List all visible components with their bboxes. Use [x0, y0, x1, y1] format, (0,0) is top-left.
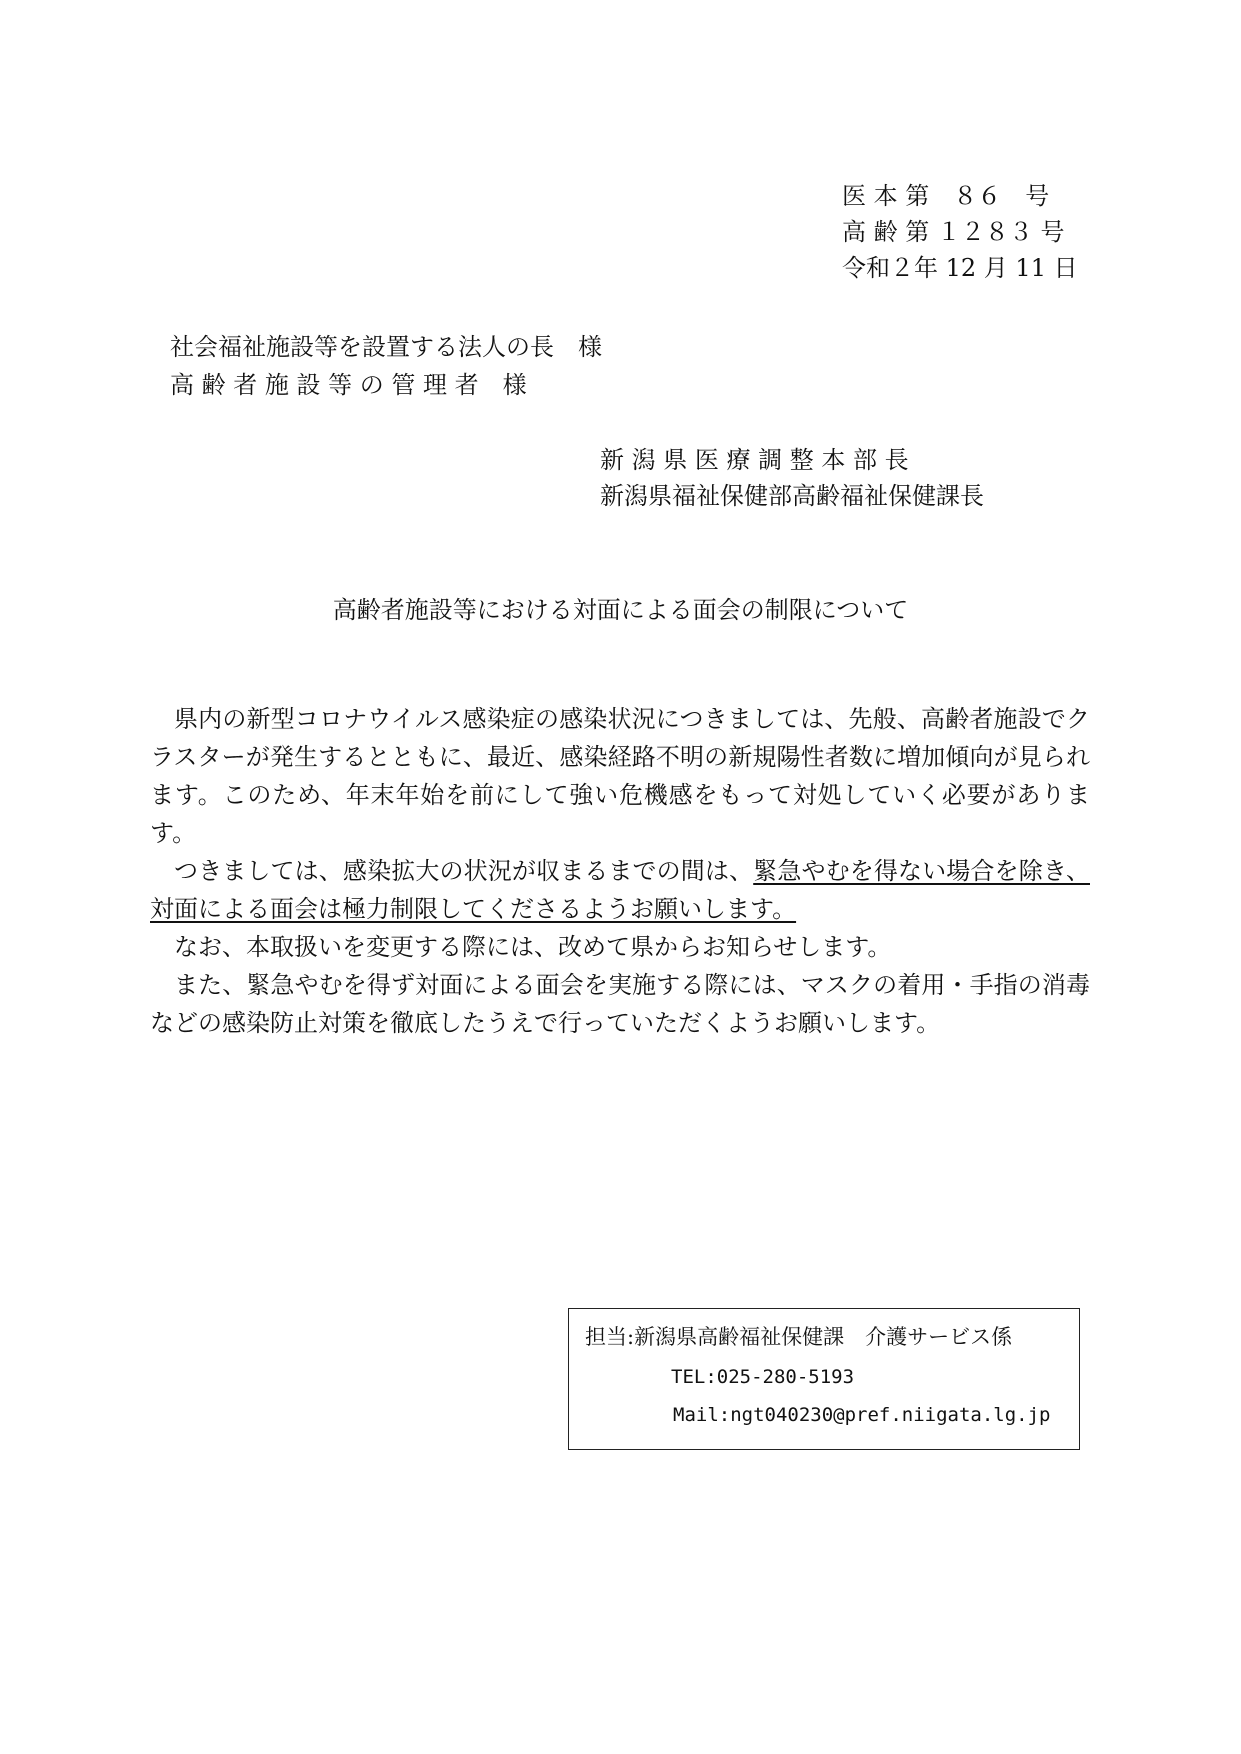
document-number-korei: 高 齢 第 １２８３ 号 [842, 218, 1065, 246]
contact-phone: TEL:025-280-5193 [671, 1366, 855, 1388]
document-date: 令和２年 12 月 11 日 [842, 254, 1078, 282]
sender-welfare-division-head: 新潟県福祉保健部高齢福祉保健課長 [600, 482, 984, 510]
document-body [150, 700, 1090, 1042]
document-subject: 高齢者施設等における対面による面会の制限について [332, 596, 909, 624]
addressee-facility-manager: 高 齢 者 施 設 等 の 管 理 者 様 [170, 371, 527, 399]
document-number-iryo: 医 本 第 ８６ 号 [842, 182, 1050, 210]
body-paragraph: また、緊急やむを得ず対面による面会を実施する際には、マスクの着用・手指の消毒などの感染防止対策を徹底したうえで行っていただくようお願いします。 [150, 971, 1090, 1037]
contact-email: Mail:ngt040230@pref.niigata.lg.jp [673, 1404, 1051, 1426]
addressee-corporation-head: 社会福祉施設等を設置する法人の長 様 [170, 333, 602, 361]
contact-box [568, 1308, 1080, 1450]
body-paragraph: なお、本取扱いを変更する際には、改めて県からお知らせします。 [174, 933, 892, 961]
body-paragraph [150, 852, 1090, 928]
sender-medical-coordination-head: 新 潟 県 医 療 調 整 本 部 長 [600, 446, 909, 474]
body-text-segment: つきましては、感染拡大の状況が収まるまでの間は、 [174, 857, 754, 885]
body-paragraph: 県内の新型コロナウイルス感染症の感染状況につきましては、先般、高齢者施設でクラスターが発生するとともに、最近、感染経路不明の新規陽性者数に増加傾向が見られます。このため、年末年始を前にして強い危機感をもって対処していく必要があります。 [150, 705, 1090, 847]
underlined-request: 緊急やむを得ない場合を除き、対面による面会は極力制限してくださるようお願いします。 [150, 857, 1090, 923]
addressee-block [170, 328, 600, 404]
contact-department: 担当:新潟県高齢福祉保健課 介護サービス係 [585, 1325, 1013, 1349]
sender-block [600, 442, 1028, 514]
document-number-block [842, 178, 1078, 286]
